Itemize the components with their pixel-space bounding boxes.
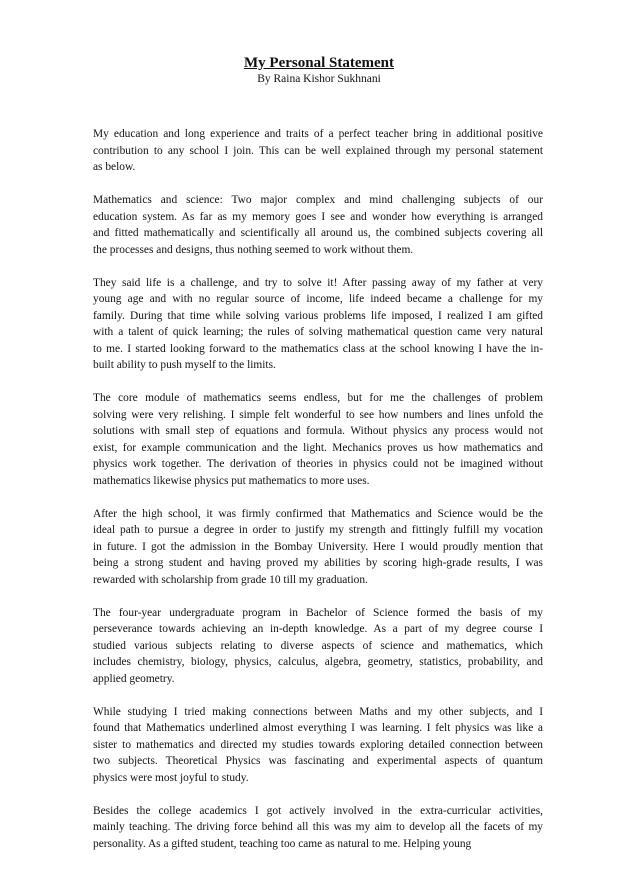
- paragraph-line: the processes and designs, thus nothing seemed to work without them.: [93, 243, 414, 256]
- paragraph-line: mathematics likewise physics put mathematics to more uses.: [93, 474, 370, 487]
- paragraph: [93, 704, 543, 787]
- paragraph-line: exist, for example communication and the light. Mechanics proves us how mathematics and: [93, 441, 543, 454]
- paragraph-line: solutions with small step of equations and formula. Without physics any process would not: [93, 425, 543, 437]
- paragraph: [93, 275, 543, 374]
- paragraph-line: being a strong student and having proved my abilities by scoring high-grade results, I was: [93, 557, 543, 569]
- document-byline: By Raina Kishor Sukhnani: [257, 73, 381, 85]
- paragraph-line: as below.: [93, 161, 136, 173]
- paragraph-line: education system. As far as my memory goes I see and wonder how everything is arranged: [93, 210, 543, 223]
- paragraph-line: mainly teaching. The driving force behind all this was my aim to develop all the facets of my: [93, 821, 543, 833]
- paragraph: [93, 192, 543, 258]
- paragraph-line: After the high school, it was firmly confirmed that Mathematics and Science would be the: [93, 507, 543, 520]
- paragraph-line: Besides the college academics I got actively involved in the extra-curricular activities,: [93, 804, 543, 817]
- paragraph-line: The core module of mathematics seems endless, but for me the challenges of problem: [93, 392, 543, 404]
- paragraph-line: rewarded with scholarship from grade 10 till my graduation.: [93, 573, 368, 586]
- paragraph-line: applied geometry.: [93, 672, 175, 685]
- paragraph-line: built ability to push myself to the limits.: [93, 359, 276, 371]
- paragraph-line: contribution to any school I join. This can be well explained through my personal statement: [93, 144, 543, 157]
- paragraph-line: My education and long experience and traits of a perfect teacher bring in additional positive: [93, 128, 543, 140]
- paragraph: [93, 803, 543, 853]
- paragraph-line: young age and with no regular source of income, life indeed became a challenge for my: [93, 293, 543, 305]
- paragraph-line: to me. I started looking forward to the mathematics class at the school knowing I have the in-: [93, 342, 543, 355]
- paragraph-line: The four-year undergraduate program in Bachelor of Science formed the basis of my: [93, 606, 543, 619]
- paragraph: [93, 390, 543, 489]
- paragraph-line: two subjects. Theoretical Physics was fascinating and experimental aspects of quantum: [93, 755, 543, 767]
- paragraph: [93, 506, 543, 589]
- paragraph-line: They said life is a challenge, and try to solve it! After passing away of my father at very: [93, 276, 543, 289]
- paragraph-line: Mathematics and science: Two major complex and mind challenging subjects of our: [93, 194, 543, 206]
- paragraph-line: studied various subjects relating to diverse aspects of science and mathematics, which: [93, 639, 543, 652]
- document-header: [0, 55, 638, 86]
- document-title: My Personal Statement: [244, 55, 394, 71]
- document-body: [93, 126, 543, 869]
- paragraph-line: ideal path to pursue a degree in order to justify my strength and fittingly fulfill my vocation: [93, 524, 543, 536]
- paragraph-line: in future. I got the admission in the Bombay University. Here I would proudly mention that: [93, 540, 543, 553]
- paragraph-line: sister to mathematics and directed my studies towards exploring detailed connection between: [93, 738, 543, 751]
- paragraph-line: physics were most joyful to study.: [93, 771, 249, 784]
- paragraph-line: personality. As a gifted student, teaching too came as natural to me. Helping young: [93, 837, 472, 850]
- paragraph-line: perseverance towards achieving an in-depth knowledge. As a part of my degree course I: [93, 623, 543, 635]
- paragraph-line: family. During that time while solving various problems life imposed, I realized I am gifted: [93, 309, 543, 322]
- paragraph: [93, 126, 543, 176]
- paragraph-line: and fitted mathematically and scientifically all around us, the combined subjects covering all: [93, 227, 543, 239]
- paragraph-line: includes chemistry, biology, physics, calculus, algebra, geometry, statistics, probability, and: [93, 656, 543, 668]
- paragraph-line: solving were very relishing. I simple felt wonderful to see how numbers and lines unfold the: [93, 408, 543, 421]
- paragraph-line: While studying I tried making connections between Maths and my other subjects, and I: [93, 705, 543, 718]
- paragraph: [93, 605, 543, 688]
- paragraph-line: physics work together. The derivation of theories in physics could not be imagined without: [93, 458, 543, 470]
- paragraph-line: with a talent of quick learning; the rules of solving mathematical question came very natural: [93, 326, 543, 338]
- paragraph-line: found that Mathematics underlined almost everything I was learning. I felt physics was like a: [93, 722, 543, 734]
